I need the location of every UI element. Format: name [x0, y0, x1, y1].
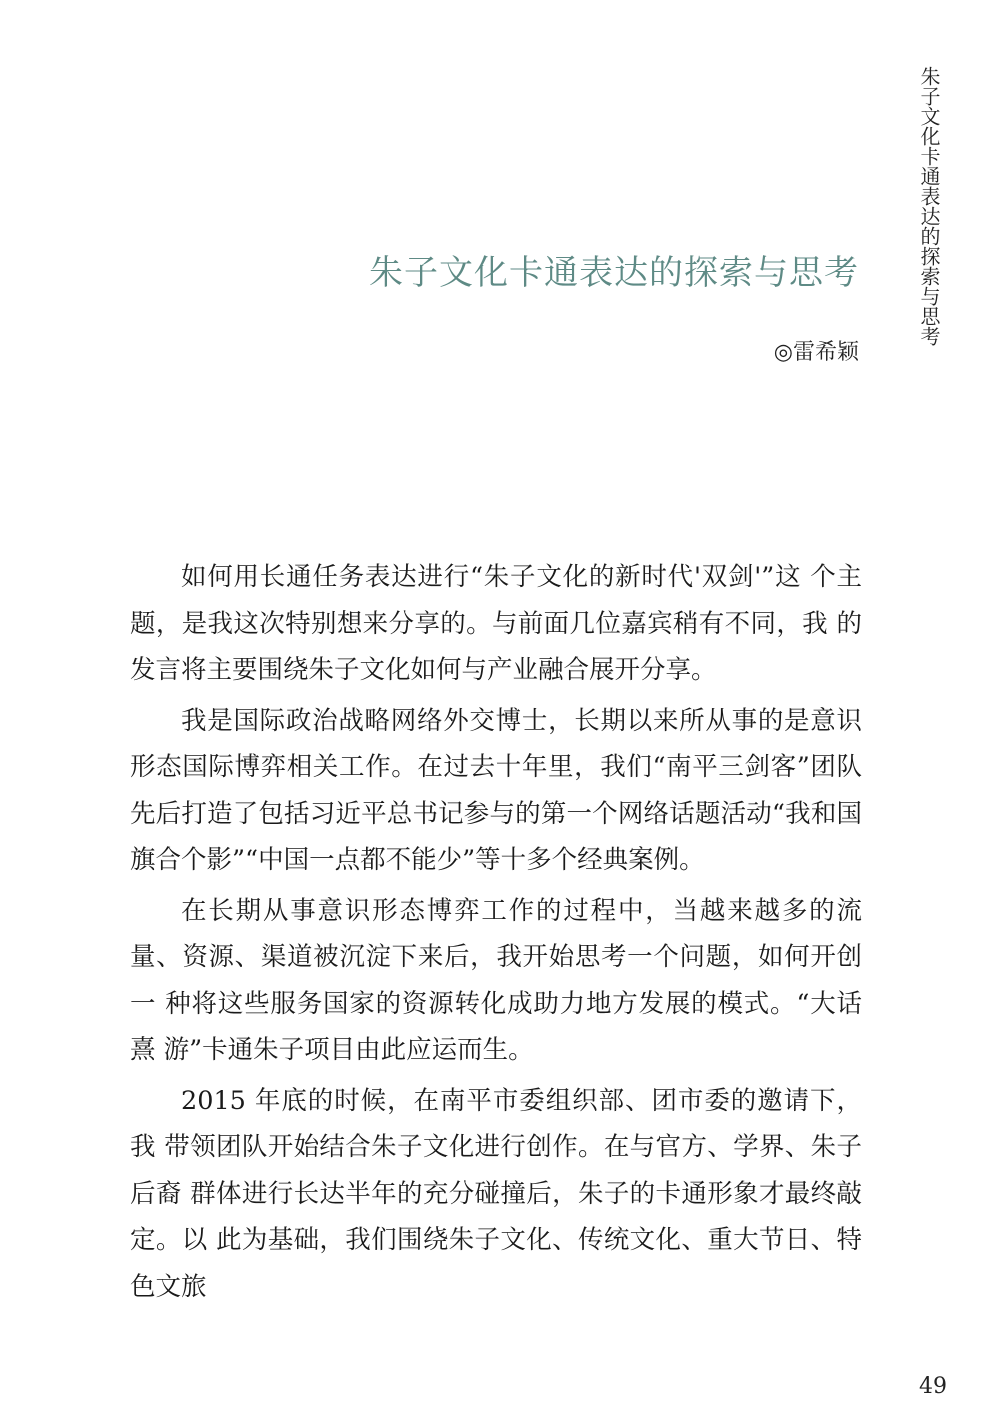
page-number: 49 — [919, 1374, 947, 1399]
body-paragraph: 2015 年底的时候，在南平市委组织部、团市委的邀请下，我 带领团队开始结合朱子文化进行创作。在与官方、学界、朱子后裔 群体进行长达半年的充分碰撞后，朱子的卡通形象才最终敲定。以 此为基础，我们围绕朱子文化、传统文化、重大节日、特色文旅 — [130, 1085, 862, 1302]
body-paragraph: 我是国际政治战略网络外交博士，长期以来所从事的是意识 形态国际博弈相关工作。在过去十年里，我们“南平三剑客”团队 先后打造了包括习近平总书记参与的第一个网络话题活动“我和国 旗合个影”“中国一点都不能少”等十多个经典案例。 — [130, 705, 862, 875]
body-paragraph: 如何用长通任务表达进行“朱子文化的新时代'双剑'”这 个主题，是我这次特别想来分享的。与前面几位嘉宾稍有不同，我 的发言将主要围绕朱子文化如何与产业融合展开分享。 — [130, 562, 862, 685]
running-header: 朱子文化卡通表达的探索与思考 — [917, 66, 941, 346]
body-paragraph: 在长期从事意识形态博弈工作的过程中，当越来越多的流 量、资源、渠道被沉淀下来后，我开始思考一个问题，如何开创一 种将这些服务国家的资源转化成助力地方发展的模式。“大话熹 游”卡通朱子项目由此应运而生。 — [130, 895, 862, 1065]
article-title: 朱子文化卡通表达的探索与思考 — [369, 253, 859, 293]
article-body — [130, 554, 862, 1314]
author-byline: ◎雷希颖 — [773, 340, 859, 365]
